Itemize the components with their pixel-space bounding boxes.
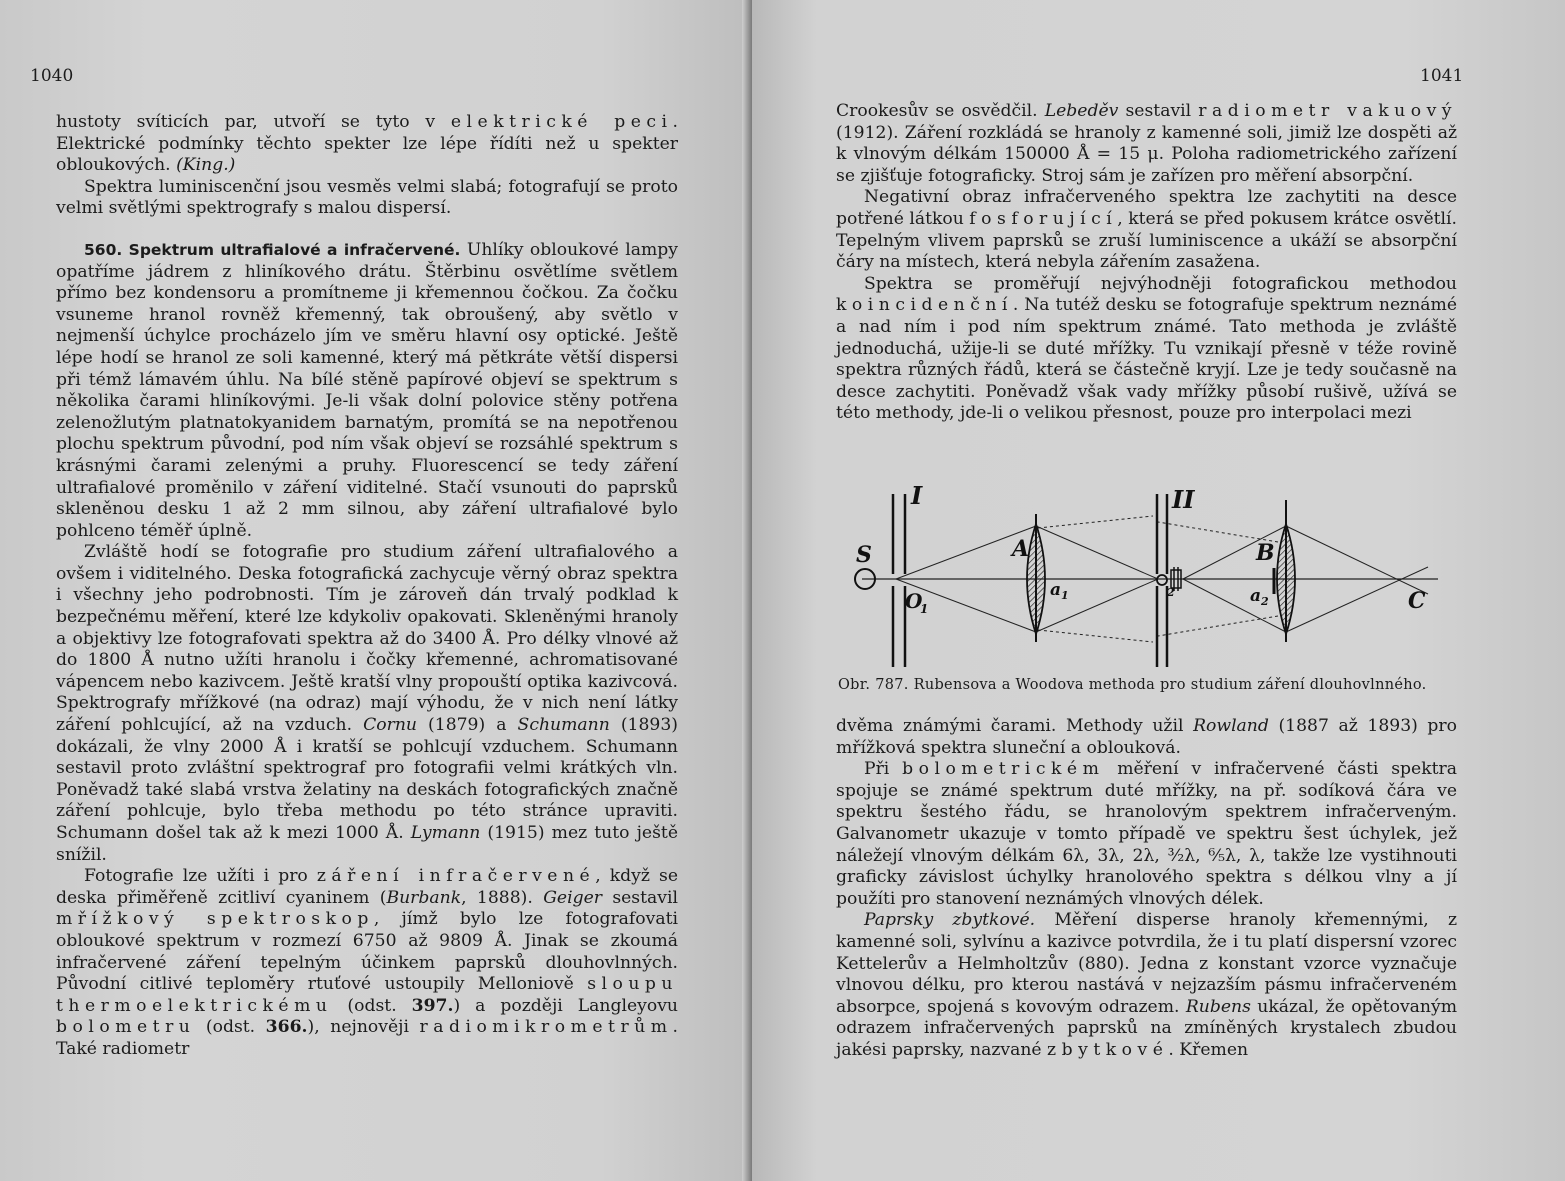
paragraph: Fotografie lze užíti i pro záření infračervené, když se deska přiměřeně zcitliví cyaninem (Burbank, 1888). Geiger sestavil mřížkový spektroskop, jímž bylo lze fotografovati obloukové spektrum v rozmezí 6750 až 9809 Å. Jinak se zkoumá infračervené záření tepelným účinkem paprsků dlouhovlnných. Původní citlivé teploměry rtuťové ustoupily Melloniově sloupu thermoelektrickému (odst. 397.) a později Langleyovu bolometru (odst. 366.), nejnověji radiomikrometrům. Také radiometr <box>56 866 678 1059</box>
paragraph: hustoty svíticích par, utvoří se tyto v elektrické peci. Elektrické podmínky těchto spekter lze lépe řídíti než u spekter obloukových. (King.) <box>56 112 678 176</box>
paragraph: dvěma známými čarami. Methody užil Rowland (1887 až 1893) pro mřížková spektra sluneční a oblouková. <box>836 716 1457 758</box>
label-I: I <box>911 482 923 510</box>
label-B: B <box>1256 540 1275 566</box>
section-paragraph: 560. Spektrum ultrafialové a infračervené. Uhlíky obloukové lampy opatříme jádrem z hliníkového drátu. Štěrbinu osvětlíme světlem přímo bez kondensoru a promítneme ji křemennou čočkou. Za čočku vsuneme hranol rovněž křemenný, tak obroušený, aby světlo v nejmenší úchylce procházelo jím ve směru hlavní osy optické. Ještě lépe hodí se hranol ze soli kamenné, který má pětkráte větší dispersi při témž lámavém úhlu. Na bílé stěně papírové objeví se spektrum s několika čarami hliníkovými. Je-li však dolní polovice stěny potřena zelenožlutým platnatokyanidem barnatým, promítá se na nepotřenou plochu spektrum původní, pod ním však objeví se rozsáhlé spektrum s krásnými čarami zelenými a pruhy. Fluorescencí se tedy záření ultrafialové proměnilo v záření viditelné. Stačí vsunouti do paprsků skleněnou desku 1 až 2 mm silnou, aby záření ultrafialové bylo pohlceno téměř úplně. <box>56 239 678 541</box>
screen-II <box>1157 494 1167 667</box>
paragraph: Crookesův se osvědčil. Lebeděv sestavil radiometr vakuový (1912). Záření rozkládá se hranoly z kamenné soli, jimiž lze dospěti až k vlnovým délkám 150000 Å = 15 μ. Poloha radiometrického zařízení se zjišťuje fotograficky. Stroj sám je zařízen pro měření absorpční. <box>836 101 1457 186</box>
figure-caption: Obr. 787. Rubensova a Woodova methoda pro studium záření dlouhovlnného. <box>838 677 1427 693</box>
label-O2-sub: 2 <box>1167 586 1175 599</box>
section-title: Spektrum ultrafialové a infračervené. <box>128 240 461 259</box>
label-a2: a <box>1250 586 1262 606</box>
label-a1-sub: 1 <box>1061 589 1069 602</box>
paragraph: Zvláště hodí se fotografie pro studium záření ultrafialového a ovšem i viditelného. Deska fotografická zachycuje věrný obraz spektra i všechny jeho podrobnosti. Tím je zároveň dán trvalý podklad k bezpečnému měření, které lze kdykoliv opakovati. Skleněnými hranoly a objektivy lze fotografovati spektra až do 3400 Å. Pro délky vlnové až do 1800 Å nutno užíti hranolu i čočky křemenné, achromatisované vápencem nebo kazivcem. Ještě kratší vlny propouští optika kazivcová. Spektrografy mřížkové (na odraz) mají výhodu, že v nich není látky záření pohlcující, až na vzduch. Cornu (1879) a Schumann (1893) dokázali, že vlny 2000 Å i kratší se pohlcují vzduchem. Schumann sestavil proto zvláštní spektrograf pro fotografii velmi krátkých vln. Poněvadž také slabá vrstva želatiny na deskách fotografických značně záření pohlcuje, bylo třeba methodu po této stránce upraviti. Schumann došel tak až k mezi 1000 Å. Lymann (1915) mez tuto ještě snížil. <box>56 542 678 865</box>
label-C: C <box>1408 588 1426 614</box>
paragraph: Spektra luminiscenční jsou vesměs velmi slabá; fotografují se proto velmi světlými spektrografy s malou dispersí. <box>56 176 678 219</box>
right-page-body-bottom <box>836 716 1457 1062</box>
label-a2-sub: 2 <box>1261 595 1269 608</box>
figure-787 <box>838 482 1466 710</box>
label-a1: a <box>1050 580 1062 600</box>
page-number-left: 1040 <box>30 66 74 86</box>
left-page <box>0 0 752 1181</box>
paragraph: Spektra se proměřují nejvýhodněji fotografickou methodou koincidenční. Na tutéž desku se fotografuje spektrum neznámé a nad ním i pod ním spektrum známé. Tato methoda je zvláště jednoduchá, užije-li se duté mřížky. Tu vznikají přesně v téže rovině spektra různých řádů, která se částečně kryjí. Lze je tedy současně na desce zachytiti. Poněvadž však vady mřížky působí rušivě, užívá se této methody, jde-li o velikou přesnost, pouze pro interpolaci mezi <box>836 273 1457 424</box>
aperture-O2 <box>1157 575 1167 585</box>
paragraph: Negativní obraz infračerveného spektra lze zachytiti na desce potřené látkou fosforující, která se před pokusem krátce osvětlí. Tepelným vlivem paprsků se zruší luminiscence a ukáží se absorpční čáry na místech, která nebyla zářením zasažena. <box>836 187 1457 273</box>
label-II: II <box>1172 485 1195 514</box>
page-number-right: 1041 <box>1420 66 1464 86</box>
label-A: A <box>1012 536 1030 562</box>
label-S: S <box>856 542 872 568</box>
section-number: 560. <box>84 240 123 259</box>
paragraph: Paprsky zbytkové. Měření disperse hranoly křemennými, z kamenné soli, sylvínu a kazivce potvrdila, že i tu platí dispersní vzorec Kettelerův a Helmholtzův (880). Jedna z konstant vzorce vyznačuje vlnovou délku, pro kterou nastává v nejzazším pásmu infračerveném absorpce, spojená s kovovým odrazem. Rubens ukázal, že opětovaným odrazem infračervených paprsků na zmíněných krystalech zbudou jakési paprsky, nazvané zbytkové. Křemen <box>836 910 1457 1060</box>
rubens-wood-diagram <box>838 482 1466 677</box>
label-O1: O <box>905 589 923 613</box>
left-page-body <box>56 112 678 1061</box>
label-O1-sub: 1 <box>920 602 929 616</box>
right-page-body-top <box>836 101 1457 425</box>
paragraph: Při bolometrickém měření v infračervené části spektra spojuje se známé spektrum duté mřížky, na př. sodíková čára ve spektru šestého řádu, se hranolovým spektrem infračerveným. Galvanometr ukazuje v tomto případě ve spektru šest úchylek, jež náležejí vlnovým délkám 6λ, 3λ, 2λ, ³⁄₂λ, ⁶⁄₅λ, λ, takže lze vystihnouti graficky závislost úchylky hranolového spektra s délkou vlny a jí použíti pro stanovení neznámých vlnových délek. <box>836 759 1457 909</box>
